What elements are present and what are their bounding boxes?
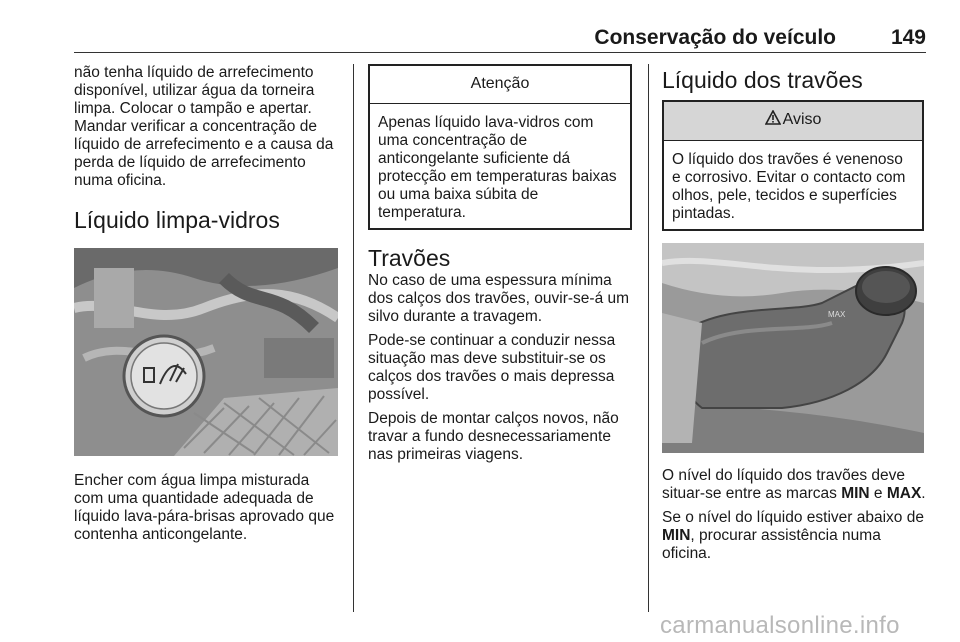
brakes-heading: Travões <box>368 245 451 271</box>
warning-triangle-icon <box>765 110 781 131</box>
washer-fluid-text: Encher com água limpa misturada com uma quantidade adequada de líquido lava-pára-brisas aprovado que contenha anticongelante. <box>74 472 335 543</box>
section-title: Conservação do veículo <box>594 26 836 49</box>
brake-fluid-level-text: O nível do líquido dos travões deve situar-se entre as marcas MIN e MAX. <box>662 467 926 502</box>
coolant-paragraph: não tenha líquido de arrefecimento disponível, utilizar água da torneira limpa. Colocar o tampão e apertar. Mandar verificar a concentração de líquido de arrefecimento e a causa da perda de líquido de arrefecimento numa oficina. <box>74 64 334 189</box>
washer-fluid-heading: Líquido limpa-vidros <box>74 207 280 233</box>
brake-reservoir-illustration <box>662 243 924 453</box>
column-1 <box>74 64 340 550</box>
column-divider <box>353 64 354 612</box>
brakes-paragraph-2: Pode-se continuar a conduzir nessa situação mas deve substituir-se os calços dos travões o mais depressa possível. <box>368 332 616 403</box>
warning-header <box>664 102 922 141</box>
attention-box <box>368 64 632 230</box>
brake-fluid-below-text: Se o nível do líquido estiver abaixo de MIN, procurar assistência numa oficina. <box>662 509 924 562</box>
warning-title: Aviso <box>782 111 822 128</box>
column-3 <box>662 64 928 569</box>
page-number: 149 <box>890 26 926 49</box>
brake-fluid-heading: Líquido dos travões <box>662 67 863 93</box>
attention-title: Atenção <box>370 66 630 104</box>
brakes-paragraph-1: No caso de uma espessura mínima dos calços dos travões, ouvir-se-á um silvo durante a travagem. <box>368 272 630 325</box>
brake-fluid-reservoir-photo <box>662 243 924 453</box>
watermark: carmanualsonline.info <box>660 612 900 639</box>
washer-reservoir-photo <box>74 248 338 456</box>
column-2 <box>368 64 636 470</box>
warning-box <box>662 100 924 231</box>
max-mark-label: MAX <box>828 310 846 319</box>
attention-text: Apenas líquido lava-vidros com uma concentração de anticongelante suficiente dá protecção em temperaturas baixas ou uma baixa súbita de temperatura. <box>378 114 617 221</box>
engine-bay-illustration <box>74 248 338 456</box>
brakes-paragraph-3: Depois de montar calços novos, não travar a fundo desnecessariamente nas primeiras viagens. <box>368 410 619 463</box>
warning-text: O líquido dos travões é venenoso e corrosivo. Evitar o contacto com olhos, pele, tecidos e superfícies pintadas. <box>672 151 906 222</box>
column-divider <box>648 64 649 612</box>
page-header <box>74 26 926 53</box>
